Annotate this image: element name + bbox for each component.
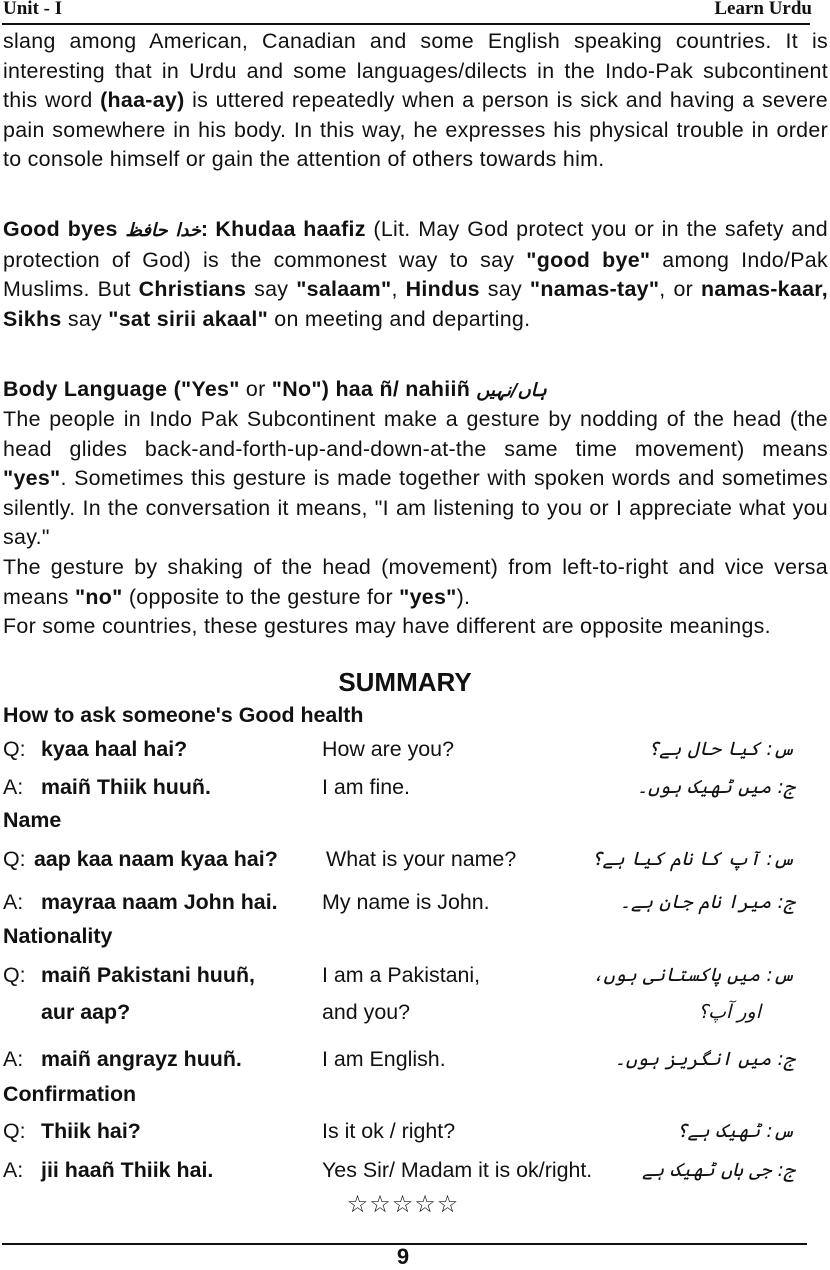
summary-title: SUMMARY [338, 667, 472, 697]
nationality-question-row-2: aur aap? and you? اور آپ؟ [41, 1000, 761, 1024]
goodbye-translit: Khudaa haafiz [215, 217, 366, 241]
nationality-answer-row: A: maiñ angrayz huuñ. I am English. ج: میں انگریز ہوں۔ [3, 1047, 795, 1071]
running-header [0, 0, 830, 22]
body-language-paragraph-1: The people in Indo Pak Subcontinent make a gesture by nodding of the head (the head glides back-and-forth-up-and-down-at-the same time movement) means "yes". Sometimes this gesture is made together with spoken words and sometimes silently. In the conversation it means, "I am listening to you or I appreciate what you say." [3, 407, 828, 550]
health-heading: How to ask someone's Good health [3, 703, 364, 727]
nationality-heading: Nationality [3, 924, 113, 948]
star-ornament: ☆☆☆☆☆ [346, 1190, 460, 1218]
unit-label: Unit - I [3, 0, 63, 19]
nationality-question-row: Q: maiñ Pakistani huuñ, I am a Pakistani, س: میں پاکستانی ہوں، [3, 963, 795, 987]
name-heading: Name [3, 808, 62, 832]
body-language-heading: Body Language ("Yes" or "No") haa ñ/ nahiiñ ہاں/نہیں [3, 377, 547, 401]
name-question-row: Q: aap kaa naam kyaa hai? What is your name? س: آپ کا نام کیا ہے؟ [3, 847, 795, 871]
confirmation-answer-row: A: jii haañ Thiik hai. Yes Sir/ Madam it is ok/right. ج: جی ہاں ٹھیک ہے [3, 1158, 795, 1182]
goodbye-urdu: خدا حافظ [125, 220, 201, 241]
confirmation-heading: Confirmation [3, 1082, 137, 1106]
haa-ay-term: (haa-ay) [100, 88, 185, 113]
goodbye-heading: Good byes [3, 217, 118, 241]
goodbye-paragraph: Good byes خدا حافظ: Khudaa haafiz (Lit. May God protect you or in the safety and protection of God) is the commonest way to say "good bye" among Indo/Pak Muslims. But Christians say "salaam", Hindus say "namas-tay", or namas-kaar, Sikhs say "sat sirii akaal" on meeting and departing. [3, 217, 828, 331]
intro-paragraph: slang among American, Canadian and some English speaking countries. It is interesting that in Urdu and some languages/dilects in the Indo-Pak subcontinent this word (haa-ay) is uttered repeatedly when a person is sick and having a severe pain somewhere in his body. In this way, he expresses his physical trouble in order to console himself or gain the attention of others towards him. [3, 29, 828, 172]
page-number: 9 [396, 1244, 410, 1269]
name-answer-row: A: mayraa naam John hai. My name is John. ج: میرا نام جان ہے۔ [3, 890, 795, 914]
haan-nahiin-urdu: ہاں/نہیں [476, 380, 547, 401]
confirmation-question-row: Q: Thiik hai? Is it ok / right? س: ٹھیک ہے؟ [3, 1119, 795, 1143]
body-language-paragraph-2: The gesture by shaking of the head (movement) from left-to-right and vice versa means "no" (opposite to the gesture for "yes"). [3, 555, 828, 609]
header-rule [2, 23, 810, 25]
body-language-paragraph-3: For some countries, these gestures may have different are opposite meanings. [3, 614, 771, 638]
book-title: Learn Urdu [714, 0, 812, 19]
health-answer-row: A: maiñ Thiik huuñ. I am fine. ج: میں ٹھیک ہوں۔ [3, 775, 795, 799]
health-question-row: Q: kyaa haal hai? How are you? س: کیا حال ہے؟ [3, 737, 795, 761]
